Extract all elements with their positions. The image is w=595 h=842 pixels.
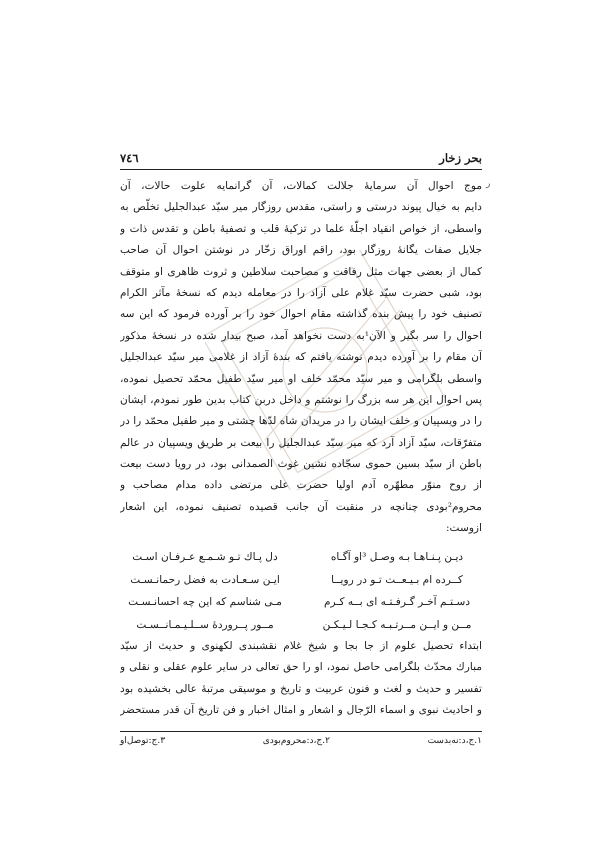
verse-couplet	[120, 591, 482, 614]
header-rule	[120, 169, 482, 170]
text-line: متفرّقات، سیّد آزاد آرد که میر سیّد عبدالجلیل را بیعت بر طریق ویسپیان در عالم	[120, 436, 482, 449]
footnotes	[120, 736, 482, 746]
text-line: موج احوال آن سرمایهٔ جلالت کمالات، آن گرانمایه علوت حالات، آن	[120, 180, 482, 192]
text-line: بود، شبی حضرت سیّد غلام علی آزاد را در معامله دیدم که نسخهٔ مآثر الکرام	[120, 286, 482, 299]
text-line: واسطی، از خواص انقیاد اجلّهٔ علما در تزکیهٔ قلب و تصفیهٔ باطن و تقدس ذات و	[120, 222, 482, 235]
text-line: کمال از بعضی جهات مثل رفاقت و مصاحبت سلاطین و ثروت ظاهری او متوقف	[120, 265, 482, 278]
text-line: از روح منوّر مطهّره آدم اولیا حضرت علی مرتضی داده مدام مصاحب و	[120, 479, 482, 492]
footnote-3: ٣.ج:توصل‌او	[120, 736, 166, 746]
text-line: واسطی بلگرامی و میر سیّد محمّد خلف او میر سیّد طفیل محمّد تحصیل نموده،	[120, 372, 482, 385]
text-line: و احادیث نبوی و اسماء الرّجال و اشعار و امثال اخبار و فن تاریخ آن قدر مستحضر	[120, 704, 482, 717]
hemistich-first: مــن و ایــن مــرتـبـه کـجـا لـیـکـن	[322, 618, 472, 631]
hemistich-second: ایـن سـعـادت به فضل رحمانـسـت	[130, 573, 280, 586]
footnote-rule	[120, 731, 482, 732]
hemistich-first: دیـن پـنـاهـا بـه وصـل ³او آگـاه	[330, 551, 464, 564]
page-number: ٧٤٦	[120, 151, 139, 165]
text-line: تفسیر و حدیث و لغت و فنون عربیت و تاریخ و موسیقی مرتبهٔ عالی بخشیده بود	[120, 682, 482, 695]
hemistich-first: دسـتـم آخـر گـرفـتـه ای بــه کـرم	[323, 596, 471, 609]
main-paragraph	[120, 176, 482, 540]
second-paragraph	[120, 636, 482, 722]
text-line: احوال را سر بگیر و الآن¹به دست نخواهد آمد، صبح بیدار شده در نسخهٔ مذکور	[120, 329, 482, 342]
footnote-1: ١.ج،د:نه‌بدست	[427, 736, 482, 746]
running-header	[120, 148, 482, 168]
text-line: را در ویسپیان و خلف ایشان را در مریدان شاه لدّها چشتی و میر طفیل محمّد را در	[120, 415, 482, 428]
hemistich-first: کــرده ام بـیـعــت تـو در رویــا	[331, 573, 463, 586]
footnote-2: ٢.ج،د:محروم‌بودی	[262, 736, 330, 746]
verse-couplet	[120, 569, 482, 592]
text-line: آن مقام را بر آورده دیدم نوشته یافتم که بندهٔ آزاد از غلامی میر سیّد عبدالجلیل	[120, 351, 482, 364]
running-title: بحر زخار	[439, 151, 482, 165]
text-line: مبارك محدّث بلگرامی حاصل نمود، او را حق تعالی در سایر علوم عقلی و نقلی و	[120, 661, 482, 674]
margin-mark: ر	[486, 179, 491, 189]
text-line: ازوست:	[445, 522, 482, 535]
text-line: ابتداء تحصیل علوم از جا بجا و شیخ غلام نقشبندی لکهنوی و حدیث از سیّد	[120, 640, 482, 652]
hemistich-second: مــور پــروردهٔ ســلـیـمـانــسـت	[136, 618, 274, 631]
text-line: جلایل صفات یگانهٔ روزگار بود، راقم اوراق زخّار در نوشتن احوال آن صاحب	[120, 244, 482, 257]
text-line: پس احوال این هر سه بزرگ را نوشتم و داخل دربن کتاب بدین طور نمودم، ایشان	[120, 393, 482, 406]
verse-block	[120, 546, 482, 636]
text-line: باطن از سیّد بسین حموی سجّاده نشین غوث الصمدانی بود، در رویا دست بیعت	[120, 458, 482, 471]
text-line: تصنیف خود را پیش بنده گذاشته مقام احوال خود را بر آورده فرمود که این سه	[120, 308, 482, 321]
text-line: دایم به خیال پیوند درستی و راستی، مقدس روزگار میر سیّد عبدالجلیل تخلّص به	[120, 201, 482, 214]
verse-couplet	[120, 614, 482, 637]
verse-couplet	[120, 546, 482, 569]
hemistich-second: دل پـاك تـو شـمـع عـرفـان اسـت	[132, 551, 278, 564]
text-line: محروم²بودی چنانچه در منقبت آن جانب قصیده تصنیف نموده، این اشعار	[120, 500, 482, 513]
hemistich-second: مـی شناسم که این چه احسانـسـت	[128, 596, 282, 609]
